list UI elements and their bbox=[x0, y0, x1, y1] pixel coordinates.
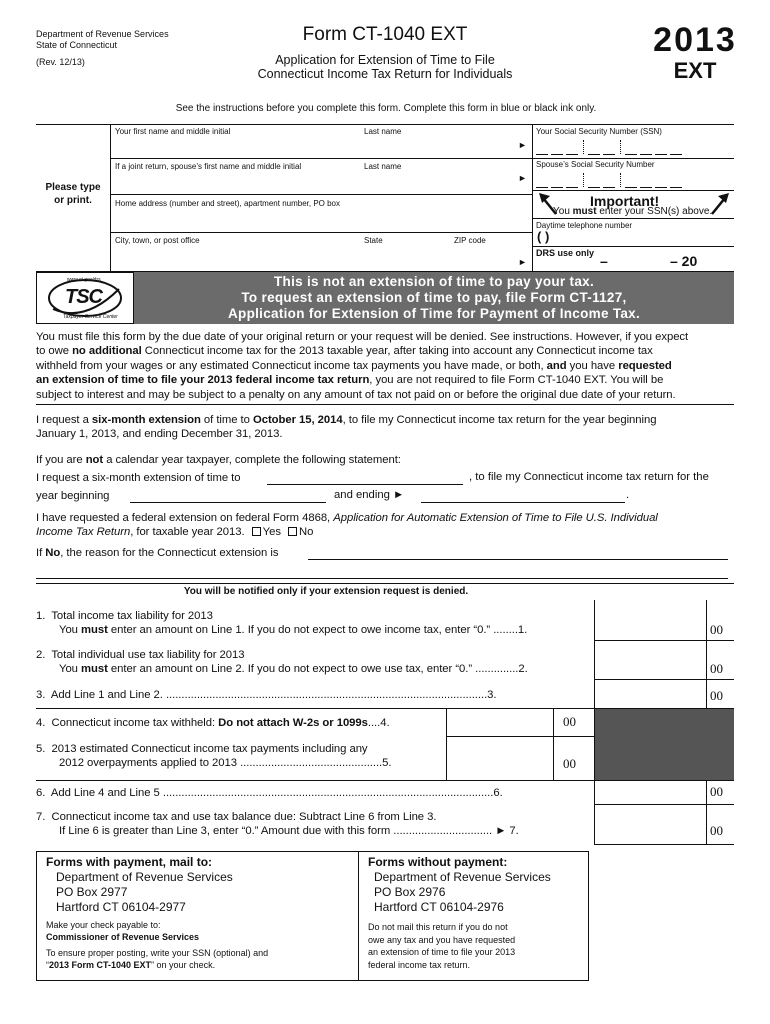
line-6-label: 6. Add Line 4 and Line 5 ...........................................................................................................6. bbox=[36, 787, 503, 799]
arrow-icon: ► bbox=[518, 140, 527, 150]
drs-use-label: DRS use only bbox=[536, 248, 595, 258]
line-2-cents: 00 bbox=[710, 661, 723, 676]
and-ending-label: and ending ► bbox=[334, 489, 405, 501]
tsc-logo-text: TSC bbox=[65, 286, 102, 308]
notification-note: You will be notified only if your extension request is denied. bbox=[183, 586, 469, 597]
spouse-ssn-input[interactable] bbox=[536, 171, 732, 189]
address-input[interactable] bbox=[112, 210, 530, 230]
last-name-label: Last name bbox=[364, 127, 402, 136]
first-name-input[interactable] bbox=[112, 138, 362, 156]
request-statement: I request a six-month extension of time to October 15, 2014, to file my Connecticut income tax return for the year beginning January 1, 2013, and ending December 31, 2013. bbox=[36, 414, 657, 441]
row-rule-2 bbox=[110, 194, 532, 195]
zip-label: ZIP code bbox=[454, 236, 486, 245]
ssn-rule-3 bbox=[532, 218, 734, 219]
city-input[interactable] bbox=[112, 246, 362, 270]
form-title-block bbox=[240, 24, 530, 81]
tsc-logo-box bbox=[36, 272, 134, 324]
spouse-last-name-input[interactable] bbox=[362, 173, 512, 192]
line-4-label: 4. Connecticut income tax withheld: Do not attach W-2s or 1099s....4. bbox=[36, 717, 390, 729]
arrow-icon: ► bbox=[518, 173, 527, 183]
line-3-label: 3. Add Line 1 and Line 2. ........................................................................................................3. bbox=[36, 689, 497, 701]
ink-instruction: See the instructions before you complete this form. Complete this form in blue or black ink only. bbox=[175, 103, 597, 114]
reason-input[interactable] bbox=[308, 559, 728, 560]
spouse-first-name-label: If a joint return, spouse’s first name and middle initial bbox=[115, 162, 302, 171]
row-rule-3 bbox=[110, 232, 532, 233]
line-2-amount-input[interactable] bbox=[596, 655, 704, 679]
banner-line-3: Application for Extension of Time for Payment of Income Tax. bbox=[227, 306, 641, 321]
line-4-amount-input[interactable] bbox=[448, 710, 552, 734]
line-7-cents: 00 bbox=[710, 823, 723, 838]
line-6-rule bbox=[594, 804, 734, 805]
form-title: Form CT-1040 EXT bbox=[302, 24, 468, 45]
yes-checkbox[interactable] bbox=[252, 527, 261, 536]
state-name: State of Connecticut bbox=[36, 40, 118, 50]
line-4-cents: 00 bbox=[563, 714, 576, 729]
ssn-rule-4 bbox=[532, 246, 734, 247]
line-5-amount-input[interactable] bbox=[448, 740, 552, 778]
intro-paragraph: You must file this form by the due date of your original return or your request will be denied. See instructions. However, if you expect to owe no additional Connecticut income tax for the 2013 taxable year, after taking into account any Connecticut income tax withheld from your wages or any estimated Connecticut income tax payments you have made, or both, and you have requested an extension of time to file your 2013 federal income tax return, you are not required to file Form CT-1040 EXT. You will be subject to interest and may be subject to a penalty on any amount of tax not paid on or before the original due date of your return. bbox=[36, 331, 689, 401]
line-1-rule bbox=[594, 640, 734, 641]
banner-line-2: To request an extension of time to pay, file Form CT-1127, bbox=[241, 290, 627, 305]
revision-date: (Rev. 12/13) bbox=[36, 57, 85, 67]
warning-banner bbox=[134, 272, 734, 324]
lines-top-rule bbox=[36, 583, 734, 584]
line-7-label: 7. Connecticut income tax and use tax balance due: Subtract Line 6 from Line 3. If Line 6 is greater than Line 3, enter “0.” Amount due with this form ................................ ► 7. bbox=[36, 811, 519, 838]
form-year: 2013 bbox=[653, 21, 737, 59]
city-label: City, town, or post office bbox=[115, 236, 200, 245]
zip-input[interactable] bbox=[452, 246, 514, 270]
spouse-ssn-label: Spouse’s Social Security Number bbox=[536, 160, 655, 169]
label-divider bbox=[110, 124, 111, 272]
line-3-cents: 00 bbox=[710, 688, 723, 703]
important-label: Important! bbox=[590, 193, 660, 209]
year-beginning-label: year beginning bbox=[36, 490, 110, 502]
line-3-rule bbox=[36, 708, 734, 709]
agency-block bbox=[36, 29, 169, 68]
please-type-label: Please type or print. bbox=[45, 182, 101, 206]
phone-label: Daytime telephone number bbox=[536, 221, 633, 230]
drs-year: – 20 bbox=[670, 253, 698, 269]
important-note: You must enter your SSN(s) above. bbox=[553, 206, 713, 217]
state-label: State bbox=[364, 236, 383, 245]
ssn-rule-1 bbox=[532, 158, 734, 159]
banner-line-1: This is not an extension of time to pay your tax. bbox=[274, 274, 594, 289]
extension-date-input[interactable] bbox=[267, 484, 463, 485]
year-ending-period: . bbox=[626, 489, 630, 501]
mail-with-payment-address: Department of Revenue Services PO Box 2977 Hartford CT 06104-2977 bbox=[56, 870, 233, 914]
ssn-label: Your Social Security Number (SSN) bbox=[536, 127, 662, 136]
tsc-logo-bottom: Taxpayer Service Center bbox=[63, 314, 118, 320]
first-name-label: Your first name and middle initial bbox=[115, 127, 231, 136]
tsc-logo-top: www.ct.gov/drs bbox=[67, 277, 101, 283]
form-subtitle-1: Application for Extension of Time to File bbox=[275, 53, 495, 67]
arrow-icon: ► bbox=[518, 257, 527, 267]
mail-with-payment-title: Forms with payment, mail to: bbox=[46, 855, 213, 869]
form-subtitle-2: Connecticut Income Tax Return for Individuals bbox=[257, 67, 513, 81]
check-payable-note: Make your check payable to: Commissioner of Revenue Services bbox=[46, 920, 200, 942]
year-beginning-input[interactable] bbox=[130, 502, 326, 503]
last-name-input[interactable] bbox=[362, 138, 512, 156]
mail-without-payment bbox=[368, 855, 583, 971]
calendar-statement-tail: , to file my Connecticut income tax return for the bbox=[469, 471, 709, 483]
line-5-cents: 00 bbox=[563, 756, 576, 771]
department-name: Department of Revenue Services bbox=[36, 29, 169, 39]
spouse-last-name-label: Last name bbox=[364, 162, 402, 171]
block-top-rule bbox=[36, 124, 734, 125]
line-3-amount-input[interactable] bbox=[596, 681, 704, 707]
spouse-first-name-input[interactable] bbox=[112, 173, 362, 192]
do-not-mail-note: Do not mail this return if you do not owe any tax and you have requested an extension of time to file your 2013 federal income tax return. bbox=[368, 922, 516, 970]
row-rule-1 bbox=[110, 158, 532, 159]
year-ending-input[interactable] bbox=[421, 502, 625, 503]
state-input[interactable] bbox=[362, 246, 452, 270]
drs-dash: – bbox=[600, 253, 608, 269]
no-checkbox[interactable] bbox=[288, 527, 297, 536]
ssn-rule-2 bbox=[532, 190, 734, 191]
ssn-divider bbox=[532, 124, 533, 272]
calendar-statement-line-1: I request a six-month extension of time to bbox=[36, 472, 241, 484]
posting-note: To ensure proper posting, write your SSN (optional) and “2013 Form CT-1040 EXT” on your check. bbox=[46, 948, 269, 970]
line-7-amount-input[interactable] bbox=[596, 806, 704, 844]
mail-without-payment-address: Department of Revenue Services PO Box 2976 Hartford CT 06104-2976 bbox=[374, 870, 551, 914]
line-1-cents: 00 bbox=[710, 622, 723, 637]
form-ext-label: EXT bbox=[673, 58, 717, 83]
mail-with-payment bbox=[46, 855, 351, 971]
line-2-label: 2. Total individual use tax liability for 2013 You must enter an amount on Line 2. If you do not expect to owe use tax, enter “0.” ..............2. bbox=[36, 649, 528, 676]
year-block bbox=[640, 20, 750, 82]
federal-extension-statement: I have requested a federal extension on federal Form 4868, Application for Automatic Extension of Time to File U.S. Individual Income Tax Return, for taxable year 2013. Yes No bbox=[36, 512, 658, 539]
phone-input[interactable]: ( ) bbox=[537, 229, 550, 244]
intro-rule bbox=[36, 404, 734, 405]
line-6-amount-input[interactable] bbox=[596, 781, 704, 803]
line-6-cents: 00 bbox=[710, 784, 723, 799]
line-1-amount-input[interactable] bbox=[596, 616, 704, 640]
mail-without-payment-title: Forms without payment: bbox=[368, 855, 508, 869]
line-2-rule bbox=[594, 679, 734, 680]
address-label: Home address (number and street), apartment number, PO box bbox=[115, 199, 340, 208]
line-7-rule bbox=[594, 844, 734, 845]
mailing-divider bbox=[358, 851, 359, 981]
line-4-rule bbox=[446, 736, 594, 737]
calendar-statement-intro: If you are not a calendar year taxpayer, complete the following statement: bbox=[36, 454, 401, 466]
ssn-input[interactable] bbox=[536, 138, 732, 156]
line-1-label: 1. Total income tax liability for 2013 You must enter an amount on Line 1. If you do not expect to owe income tax, enter “0.” ........1. bbox=[36, 610, 528, 637]
reason-label: If No, the reason for the Connecticut extension is bbox=[36, 547, 279, 559]
reason-input-line-2[interactable] bbox=[36, 578, 728, 579]
line-5-label: 5. 2013 estimated Connecticut income tax payments including any 2012 overpayments applied to 2013 ..............................................5. bbox=[36, 743, 392, 770]
